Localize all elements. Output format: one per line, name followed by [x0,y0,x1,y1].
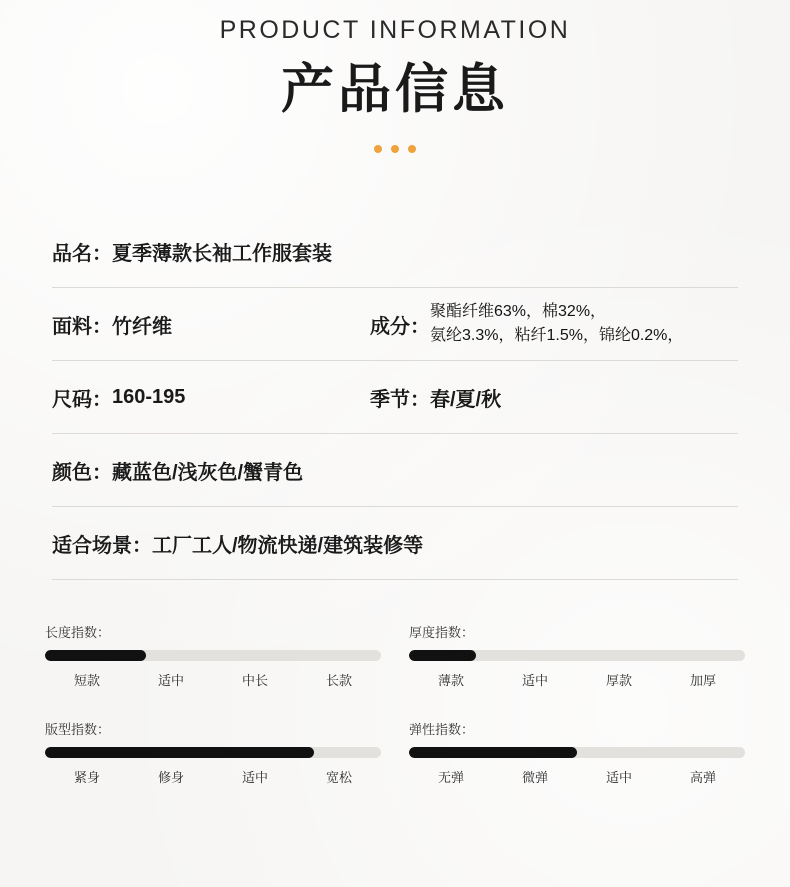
meter-tick-label: 微弹 [521,770,548,786]
meter-ticks-length [45,670,381,689]
spec-label-composition: 成分： [370,315,430,338]
spec-value-fabric: 竹纤维 [112,315,172,338]
index-meters [45,622,745,786]
spec-cell-composition [362,288,738,360]
meter-bar-fill-thickness [409,650,476,661]
meter-tick-label: 适中 [605,770,632,786]
meter-bar-elasticity [409,747,745,758]
meter-bar-fit [45,747,381,758]
meter-fit [45,719,381,786]
meter-elasticity [409,719,745,786]
spec-row-name [52,215,738,288]
composition-line-1: 聚酯纤维63%，棉32%， [430,302,607,320]
meter-title-length: 长度指数： [45,625,111,641]
meter-ticks-elasticity [409,767,745,786]
spec-table [52,215,738,580]
meter-length [45,622,381,689]
meter-tick-label: 高弹 [689,770,716,786]
spec-label-season: 季节： [370,388,430,411]
meter-title-elasticity: 弹性指数： [409,722,475,738]
page-title: 产品信息 [281,60,509,119]
meter-tick-label: 宽松 [325,770,352,786]
divider-dot-icon [374,145,382,153]
meter-tick-label: 加厚 [689,673,716,689]
spec-row-scene [52,507,738,580]
meter-bar-fill-elasticity [409,747,577,758]
spec-value-scene: 工厂工人/物流快递/建筑装修等 [152,534,424,557]
meter-ticks-fit [45,767,381,786]
spec-cell-fabric [52,288,362,360]
meter-tick-label: 厚款 [605,673,632,689]
meter-tick-label: 适中 [521,673,548,689]
spec-cell-name [52,215,738,287]
meter-bar-fill-length [45,650,146,661]
spec-cell-scene [52,507,738,579]
meter-tick-label: 长款 [325,673,352,689]
meter-title-thickness: 厚度指数： [409,625,475,641]
meter-tick-label: 中长 [241,673,268,689]
meter-tick-label: 适中 [241,770,268,786]
spec-cell-size [52,361,362,433]
meter-bar-length [45,650,381,661]
page-header [0,0,790,153]
divider-dot-icon [408,145,416,153]
composition-line-2: 氨纶3.3%，粘纤1.5%，锦纶0.2%， [430,327,684,345]
spec-value-season: 春/夏/秋 [430,388,502,411]
meter-tick-label: 无弹 [437,770,464,786]
meter-tick-label: 适中 [157,673,184,689]
page-eyebrow-title: PRODUCT INFORMATION [219,16,571,44]
spec-label-fabric: 面料： [52,315,112,338]
spec-value-name: 夏季薄款长袖工作服套装 [112,242,332,265]
spec-row-size-season [52,361,738,434]
meter-tick-label: 薄款 [437,673,464,689]
spec-value-composition [430,300,683,350]
divider-dot-icon [391,145,399,153]
spec-label-size: 尺码： [52,388,112,411]
meter-bar-thickness [409,650,745,661]
meter-ticks-thickness [409,670,745,689]
spec-label-name: 品名： [52,242,112,265]
meter-bar-fill-fit [45,747,314,758]
spec-cell-color [52,434,738,506]
dot-divider [0,145,790,153]
spec-value-size: 160-195 [112,385,186,408]
spec-row-color [52,434,738,507]
spec-row-fabric-composition [52,288,738,361]
meter-title-fit: 版型指数： [45,722,111,738]
spec-cell-season [362,361,738,433]
spec-value-color: 藏蓝色/浅灰色/蟹青色 [112,461,304,484]
meter-thickness [409,622,745,689]
meter-tick-label: 短款 [73,673,100,689]
spec-label-scene: 适合场景： [52,534,152,557]
spec-label-color: 颜色： [52,461,112,484]
meter-tick-label: 紧身 [73,770,100,786]
meter-tick-label: 修身 [157,770,184,786]
